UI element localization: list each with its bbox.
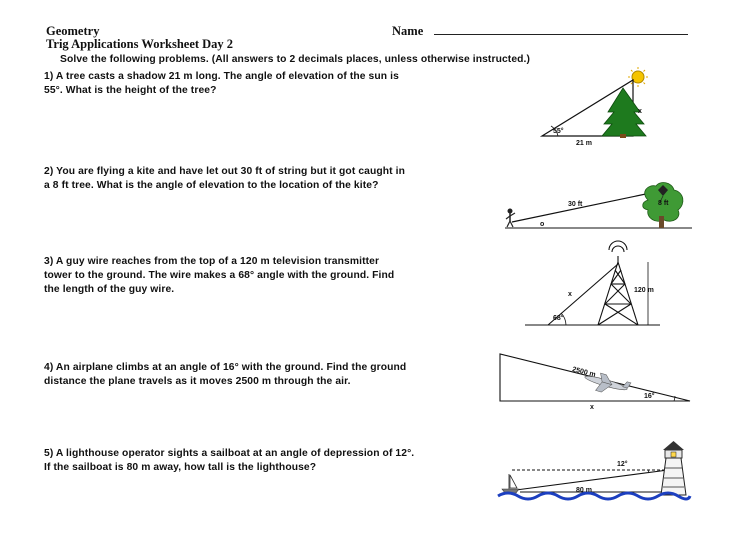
problem-2-line-2: a 8 ft tree. What is the angle of elevation to the location of the kite? bbox=[44, 180, 379, 191]
problem-1-line-2: 55°. What is the height of the tree? bbox=[44, 85, 217, 96]
sailboat-icon bbox=[502, 474, 519, 493]
problem-5-distance-label: 80 m bbox=[576, 487, 592, 494]
problem-3-line-3: the length of the guy wire. bbox=[44, 284, 175, 295]
course-title: Geometry bbox=[46, 24, 100, 38]
problem-2-line-1: 2) You are flying a kite and have let out 30 ft of string but it got caught in bbox=[44, 166, 405, 177]
instructions: Solve the following problems. (All answers to 2 decimals places, unless otherwise instructed.) bbox=[60, 54, 531, 65]
lighthouse-icon bbox=[661, 441, 686, 495]
worksheet-title: Trig Applications Worksheet Day 2 bbox=[46, 37, 234, 51]
problem-3-line-2: tower to the ground. The wire makes a 68° angle with the ground. Find bbox=[44, 270, 395, 281]
problem-4-distance-label: 2500 m bbox=[571, 366, 597, 379]
problem-5-line-1: 5) A lighthouse operator sights a sailboat at an angle of depression of 12°. bbox=[44, 448, 415, 459]
problem-4-line-1: 4) An airplane climbs at an angle of 16° with the ground. Find the ground bbox=[44, 362, 407, 373]
name-label: Name bbox=[392, 24, 424, 38]
problem-5-angle-label: 12° bbox=[617, 461, 628, 468]
problem-1-base-label: 21 m bbox=[576, 140, 592, 147]
problem-4-line-2: distance the plane travels as it moves 2500 m through the air. bbox=[44, 376, 351, 387]
problem-2-string-label: 30 ft bbox=[568, 201, 583, 208]
problem-2-unknown-label: o bbox=[540, 221, 545, 228]
problem-4-unknown-label: x bbox=[590, 404, 594, 411]
problem-1-angle-label: 55° bbox=[553, 128, 564, 135]
problem-4-angle-label: 16° bbox=[644, 393, 655, 400]
problem-3-unknown-label: x bbox=[568, 291, 572, 298]
problem-5-line-2: If the sailboat is 80 m away, how tall is the lighthouse? bbox=[44, 462, 317, 473]
problem-3-height-label: 120 m bbox=[634, 287, 654, 294]
problem-3-angle-label: 68° bbox=[553, 315, 564, 322]
problem-1-line-1: 1) A tree casts a shadow 21 m long. The angle of elevation of the sun is bbox=[44, 71, 399, 82]
problem-1-unknown-label: x bbox=[638, 108, 642, 115]
problem-3-line-1: 3) A guy wire reaches from the top of a 120 m television transmitter bbox=[44, 256, 380, 267]
problem-2-tree-height-label: 8 ft bbox=[658, 200, 669, 207]
